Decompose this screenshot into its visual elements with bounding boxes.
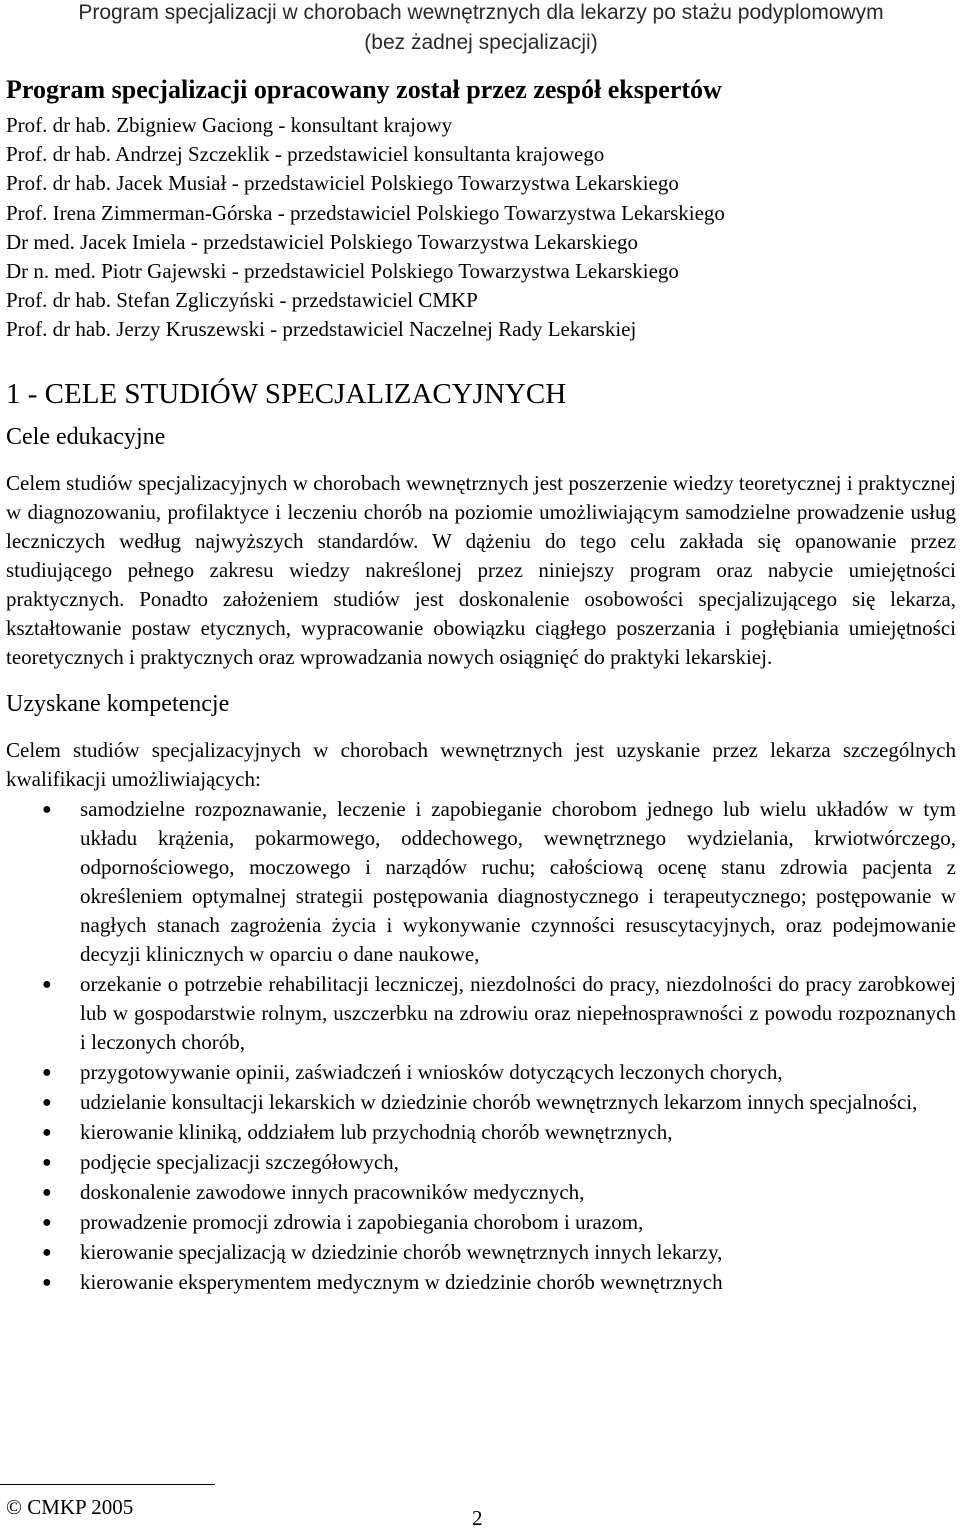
header-line-2: (bez żadnej specjalizacji) <box>364 31 598 54</box>
list-item <box>6 1208 956 1237</box>
header-line-1: Program specjalizacji w chorobach wewnętrznych dla lekarzy po stażu podyplomowym <box>78 1 884 24</box>
bullet-icon: ● <box>42 975 52 993</box>
list-item-text: kierowanie kliniką, oddziałem lub przychodnią chorób wewnętrznych, <box>80 1119 673 1144</box>
bullet-icon: ● <box>42 1123 52 1141</box>
footer-copyright: © CMKP 2005 <box>6 1495 134 1519</box>
paragraph-text: Celem studiów specjalizacyjnych w chorobach wewnętrznych jest poszerzenie wiedzy teoretycznej i praktycznej w diagnozowaniu, profilaktyce i leczeniu chorób na poziomie umożliwiającym samodzielne prowadzenie usług leczniczych według najwyższych standardów. W dążeniu do tego celu zakłada się opanowanie przez studiującego pełnego zakresu wiedzy nakreślonej przez niniejszy program oraz nabycie umiejętności praktycznych. Ponadto założeniem studiów jest doskonalenie osobowości specjalizującego się lekarza, kształtowanie postaw etycznych, wypracowanie obowiązku ciągłego poszerzania i pogłębiania umiejętności teoretycznych i praktycznych oraz wprowadzania nowych osiągnięć do praktyki lekarskiej. <box>6 470 956 669</box>
footer-divider <box>0 1484 215 1485</box>
bullet-icon: ● <box>42 800 52 818</box>
expert-item: Prof. dr hab. Jacek Musiał - przedstawiciel Polskiego Towarzystwa Lekarskiego <box>6 171 679 196</box>
subsection-heading-educational-goals: Cele edukacyjne <box>6 423 166 450</box>
list-item <box>6 970 956 1057</box>
bullet-icon: ● <box>42 1213 52 1231</box>
list-item-text: przygotowywanie opinii, zaświadczeń i wniosków dotyczących leczonych chorych, <box>80 1059 783 1084</box>
section-heading: 1 - CELE STUDIÓW SPECJALIZACYJNYCH <box>6 377 567 410</box>
subsection-heading-competencies: Uzyskane kompetencje <box>6 690 230 717</box>
competencies-list <box>6 795 956 1297</box>
list-item <box>6 1238 956 1267</box>
expert-item: Prof. dr hab. Zbigniew Gaciong - konsultant krajowy <box>6 113 453 137</box>
competencies-intro: Celem studiów specjalizacyjnych w chorobach wewnętrznych jest uzyskanie przez lekarza szczególnych kwalifikacji umożliwiających: <box>6 737 956 791</box>
list-item <box>6 1148 956 1177</box>
list-item <box>6 1058 956 1087</box>
bullet-icon: ● <box>42 1093 52 1111</box>
bullet-icon: ● <box>42 1063 52 1081</box>
list-item <box>6 1118 956 1147</box>
bullet-icon: ● <box>42 1243 52 1261</box>
document-page <box>6 0 956 1297</box>
list-item-text: podjęcie specjalizacji szczegółowych, <box>80 1149 399 1174</box>
list-item-text: kierowanie eksperymentem medycznym w dziedzinie chorób wewnętrznych <box>80 1269 723 1294</box>
bullet-icon: ● <box>42 1273 52 1291</box>
list-item-text: doskonalenie zawodowe innych pracowników medycznych, <box>80 1179 585 1204</box>
expert-item: Prof. Irena Zimmerman-Górska - przedstawiciel Polskiego Towarzystwa Lekarskiego <box>6 200 725 225</box>
expert-item: Dr n. med. Piotr Gajewski - przedstawiciel Polskiego Towarzystwa Lekarskiego <box>6 259 679 284</box>
list-item-text: kierowanie specjalizacją w dziedzinie chorób wewnętrznych innych lekarzy, <box>80 1239 723 1264</box>
bullet-icon: ● <box>42 1153 52 1171</box>
expert-item: Prof. dr hab. Stefan Zgliczyński - przedstawiciel CMKP <box>6 288 478 313</box>
page-number: 2 <box>472 1506 483 1530</box>
list-item-text: samodzielne rozpoznawanie, leczenie i zapobieganie chorobom jednego lub wielu układów w tym układu krążenia, pokarmowego, oddechowego, wewnętrznego wydzielania, krwiotwórczego, odpornościowego, moczowego i narządów ruchu; całościową ocenę stanu zdrowia pacjenta z określeniem optymalnej strategii postępowania diagnostycznego i terapeutycznego; postępowanie w nagłych stanach zagrożenia życia i wykonywanie czynności resuscytacyjnych, oraz podejmowanie decyzji klinicznych w oparciu o dane naukowe, <box>80 796 956 966</box>
expert-team-title: Program specjalizacji opracowany został przez zespół ekspertów <box>6 75 722 104</box>
list-item <box>6 795 956 969</box>
educational-goals-paragraph <box>6 469 956 672</box>
expert-item: Dr med. Jacek Imiela - przedstawiciel Polskiego Towarzystwa Lekarskiego <box>6 229 639 254</box>
bullet-icon: ● <box>42 1183 52 1201</box>
expert-item: Prof. dr hab. Andrzej Szczeklik - przedstawiciel konsultanta krajowego <box>6 142 605 167</box>
list-item <box>6 1178 956 1207</box>
list-item <box>6 1088 956 1117</box>
expert-item: Prof. dr hab. Jerzy Kruszewski - przedstawiciel Naczelnej Rady Lekarskiej <box>6 317 637 342</box>
list-item-text: udzielanie konsultacji lekarskich w dziedzinie chorób wewnętrznych lekarzom innych specjalności, <box>80 1089 918 1114</box>
list-item-text: orzekanie o potrzebie rehabilitacji leczniczej, niezdolności do pracy, niezdolności do pracy zarobkowej lub w gospodarstwie rolnym, uszczerbku na zdrowiu oraz niepełnosprawności z powodu rozpoznanych i leczonych chorób, <box>80 971 956 1054</box>
list-item-text: prowadzenie promocji zdrowia i zapobiegania chorobom i urazom, <box>80 1209 644 1234</box>
list-item <box>6 1268 956 1297</box>
running-header <box>6 0 956 58</box>
expert-list <box>6 111 956 345</box>
